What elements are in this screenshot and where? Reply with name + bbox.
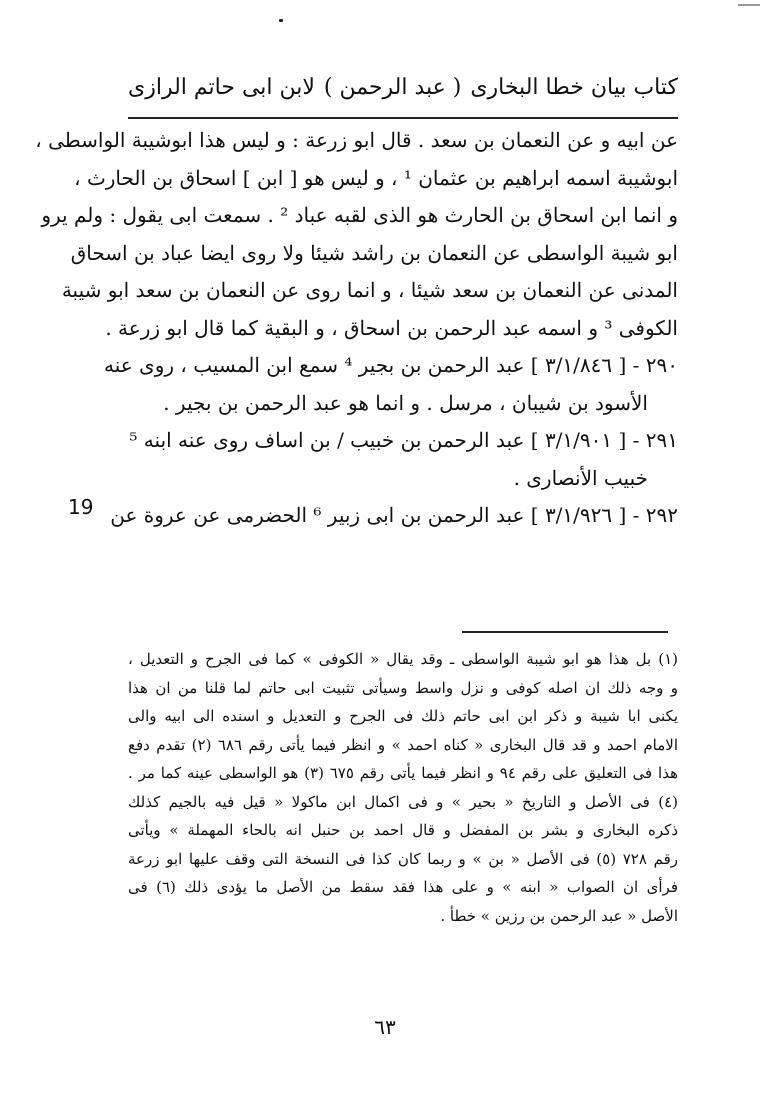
footnote-line: فرأى ان الصواب « ابنه » و على هذا فقد سقط من الأصل ما يؤدى ذلك (٦) فى xyxy=(128,878,678,896)
footnote-rule xyxy=(462,631,668,633)
footnotes xyxy=(128,645,678,930)
text-line: المدنى عن النعمان بن سعد شيئا ، و انما روى عن النعمان بن سعد ابو شيبة xyxy=(61,278,678,302)
corner-mark xyxy=(738,4,760,6)
text-line: الكوفى ³ و اسمه عبد الرحمن بن اسحاق ، و البقية كما قال ابو زرعة . xyxy=(105,315,678,340)
header-rule xyxy=(128,117,678,119)
page-number: ٦٣ xyxy=(374,1015,396,1039)
entry-line: خبيب الأنصارى . xyxy=(513,465,648,490)
entry-291 xyxy=(128,422,678,497)
footnote-line: يكنى ابا شيبة و ذكر ابن ابى حاتم ذلك فى الجرح و التعديل و اسنده الى ابيه والى xyxy=(128,707,678,725)
footnote-line: الأصل « عبد الرحمن بن رزين » خطأ . xyxy=(440,906,678,925)
footnote-line: هذا فى التعليق على رقم ٩٤ و انظر فيما يأتى رقم ٦٧٥ (٣) هو الواسطى عينه كما مر . xyxy=(128,764,678,782)
entry-line: ٢٩١ - [ ٣/١/٩٠١ ] عبد الرحمن بن خبيب / بن اساف روى عنه ابنه ⁵ xyxy=(129,428,678,452)
entry-line: الأسود بن شيبان ، مرسل . و انما هو عبد الرحمن بن بجير . xyxy=(163,390,648,415)
author-name: لابن ابى حاتم الرازى xyxy=(128,74,315,100)
margin-number: 19 xyxy=(68,495,94,519)
ink-speck xyxy=(279,19,283,22)
book-title: كتاب بيان خطا البخارى xyxy=(470,74,678,100)
entry-292 xyxy=(110,497,678,535)
text-line: و انما ابن اسحاق بن الحارث هو الذى لقبه عباد ² . سمعت ابى يقول : ولم يرو xyxy=(41,203,678,227)
entry-line: ٢٩٠ - [ ٣/١/٨٤٦ ] عبد الرحمن بن بجير ⁴ سمع ابن المسيب ، روى عنه xyxy=(104,353,678,377)
footnote-line: الامام احمد و قد قال البخارى « كناه احمد » و انظر فيما يأتى رقم ٦٨٦ (٢) تقدم دفع xyxy=(128,735,678,754)
footnote-line: رقم ٧٢٨ (٥) فى الأصل « بن » و ربما كان كذا فى النسخة التى وقف عليها ابو زرعة xyxy=(128,849,678,868)
footnote-line: و وجه ذلك ان اصله كوفى و نزل واسط وسيأتى تثبيت ابى حاتم لما قلنا من ان هذا xyxy=(128,678,678,697)
text-line: عن ابيه و عن النعمان بن سعد . قال ابو زرعة : و ليس هذا ابوشيبة الواسطى ، xyxy=(35,128,678,152)
entry-line: ٢٩٢ - [ ٣/١/٩٢٦ ] عبد الرحمن بن ابى زبير ⁶ الحضرمى عن عروة عن xyxy=(110,503,678,527)
running-header xyxy=(128,62,678,112)
section-name: ( عبد الرحمن ) xyxy=(323,74,462,100)
footnote-line: (١) بل هذا هو ابو شيبة الواسطى ـ وقد يقال « الكوفى » كما فى الجرح و التعديل ، xyxy=(128,650,678,668)
footnote-line: ذكره البخارى و بشر بن المفضل و قال احمد بن حنبل انه بالحاء المهملة » ويأتى xyxy=(128,821,678,839)
text-line: ابوشيبة اسمه ابراهيم بن عثمان ¹ ، و ليس هو [ ابن ] اسحاق بن الحارث ، xyxy=(74,165,678,190)
footnote-line: (٤) فى الأصل و التاريخ « بحير » و فى اكمال ابن ماكولا « قيل فيه بالجيم كذلك xyxy=(128,792,678,811)
text-line: ابو شيبة الواسطى عن النعمان بن راشد شيئا ولا روى ايضا عباد بن اسحاق xyxy=(70,240,678,265)
entry-290 xyxy=(104,347,678,422)
paragraph-1 xyxy=(35,122,678,347)
